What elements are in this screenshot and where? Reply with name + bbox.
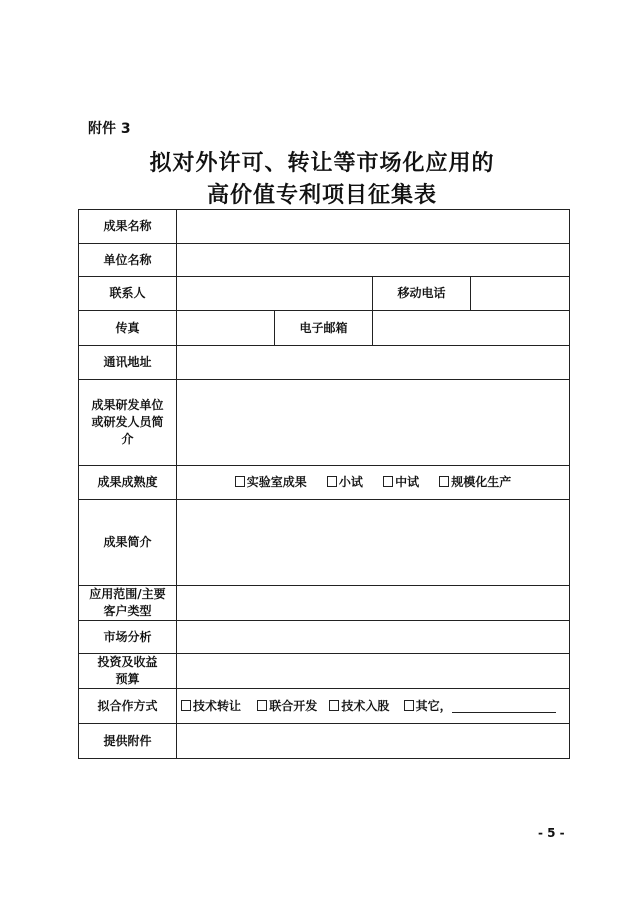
market-analysis-label: 市场分析 (79, 621, 177, 654)
patent-collection-form (78, 209, 570, 759)
contact-person-label: 联系人 (79, 277, 177, 311)
rd-intro-field[interactable] (177, 380, 570, 466)
attachments-label: 提供附件 (79, 724, 177, 759)
other-input-line[interactable] (452, 700, 556, 713)
fax-field[interactable] (177, 311, 275, 346)
investment-budget-text: 投资及收益预算 (97, 655, 158, 686)
fax-label: 传真 (79, 311, 177, 346)
page-number: - 5 - (538, 826, 565, 840)
attachments-field[interactable] (177, 724, 570, 759)
cooperation-option-other[interactable]: 其它， (404, 698, 556, 715)
cooperation-label: 拟合作方式 (79, 689, 177, 724)
investment-budget-field[interactable] (177, 654, 570, 689)
checkbox-icon[interactable] (439, 476, 449, 487)
checkbox-icon[interactable] (257, 700, 267, 711)
investment-budget-label (79, 654, 177, 689)
form-title-line1: 拟对外许可、转让等市场化应用的 (149, 150, 495, 176)
maturity-option-mass[interactable]: 规模化生产 (439, 474, 511, 491)
checkbox-icon[interactable] (329, 700, 339, 711)
maturity-options (177, 466, 570, 500)
mobile-phone-label: 移动电话 (373, 277, 471, 311)
summary-label: 成果简介 (79, 500, 177, 586)
checkbox-icon[interactable] (383, 476, 393, 487)
attachment-label: 附件 3 (88, 121, 131, 137)
form-title-line2: 高价值专利项目征集表 (206, 182, 437, 208)
application-scope-text: 应用范围/主要客户类型 (89, 587, 166, 618)
checkbox-icon[interactable] (404, 700, 414, 711)
maturity-option-pilot-mid[interactable]: 中试 (383, 474, 419, 491)
achievement-name-label: 成果名称 (79, 210, 177, 244)
achievement-name-field[interactable] (177, 210, 570, 244)
summary-field[interactable] (177, 500, 570, 586)
contact-person-field[interactable] (177, 277, 373, 311)
cooperation-options (177, 689, 570, 724)
checkbox-icon[interactable] (235, 476, 245, 487)
market-analysis-field[interactable] (177, 621, 570, 654)
address-field[interactable] (177, 346, 570, 380)
address-label: 通讯地址 (79, 346, 177, 380)
cooperation-option-joint[interactable]: 联合开发 (257, 698, 317, 715)
mobile-phone-field[interactable] (471, 277, 570, 311)
maturity-option-lab[interactable]: 实验室成果 (235, 474, 307, 491)
rd-intro-text: 成果研发单位或研发人员简介 (91, 398, 164, 446)
unit-name-label: 单位名称 (79, 244, 177, 277)
email-label: 电子邮箱 (275, 311, 373, 346)
cooperation-option-transfer[interactable]: 技术转让 (181, 698, 241, 715)
email-field[interactable] (373, 311, 570, 346)
rd-intro-label (79, 380, 177, 466)
maturity-option-pilot-small[interactable]: 小试 (327, 474, 363, 491)
application-scope-field[interactable] (177, 586, 570, 621)
unit-name-field[interactable] (177, 244, 570, 277)
maturity-label: 成果成熟度 (79, 466, 177, 500)
cooperation-option-equity[interactable]: 技术入股 (329, 698, 389, 715)
checkbox-icon[interactable] (181, 700, 191, 711)
checkbox-icon[interactable] (327, 476, 337, 487)
application-scope-label (79, 586, 177, 621)
